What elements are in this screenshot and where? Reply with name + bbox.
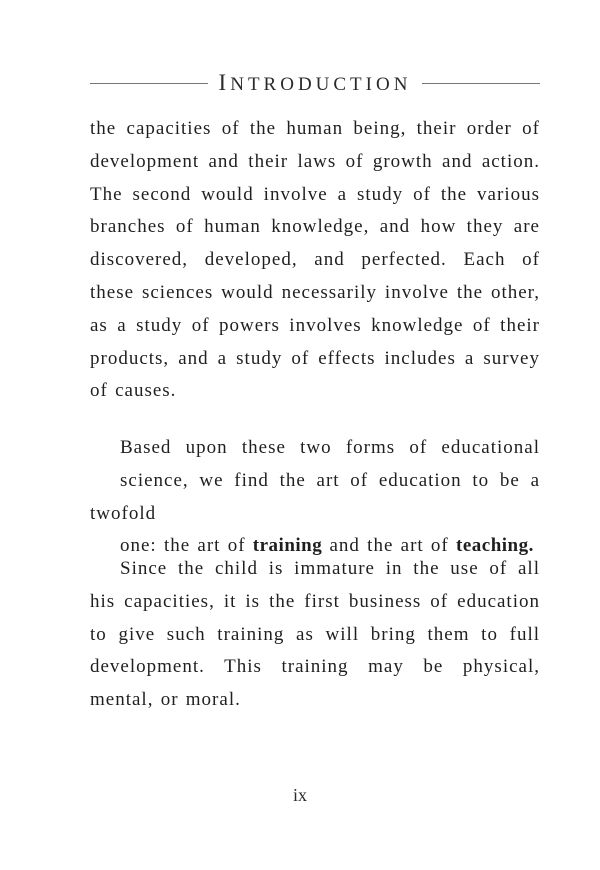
- paragraph-art-of-education: [90, 432, 540, 563]
- paragraph-continued: the capacities of the human being, their order of development and their laws of growth and action. The second would involve a study of the various branches of human knowledge, and how they are discovered, developed, and perfected. Each of these sciences would necessarily involve the other, as a study of powers involves knowledge of their products, and a study of effects includes a survey of causes.: [90, 118, 540, 402]
- paragraph-training: Since the child is immature in the use of all his capacities, it is the first business of education to give such training as will bring them to full development. This training may be physical, mental, or moral.: [90, 558, 540, 711]
- emphasis-teaching: teaching.: [456, 535, 534, 557]
- paragraph-line: Based upon these two forms of educational: [120, 437, 540, 458]
- running-title: INTRODUCTION: [218, 70, 412, 95]
- page-number: ix: [292, 785, 307, 805]
- running-header: [90, 70, 540, 96]
- header-rule-right: [422, 83, 540, 84]
- paragraph-line: one: the art of training and the art of teaching.: [120, 535, 534, 557]
- emphasis-training: training: [252, 535, 323, 557]
- paragraph-line: science, we find the art of education to be a twofold: [90, 469, 540, 524]
